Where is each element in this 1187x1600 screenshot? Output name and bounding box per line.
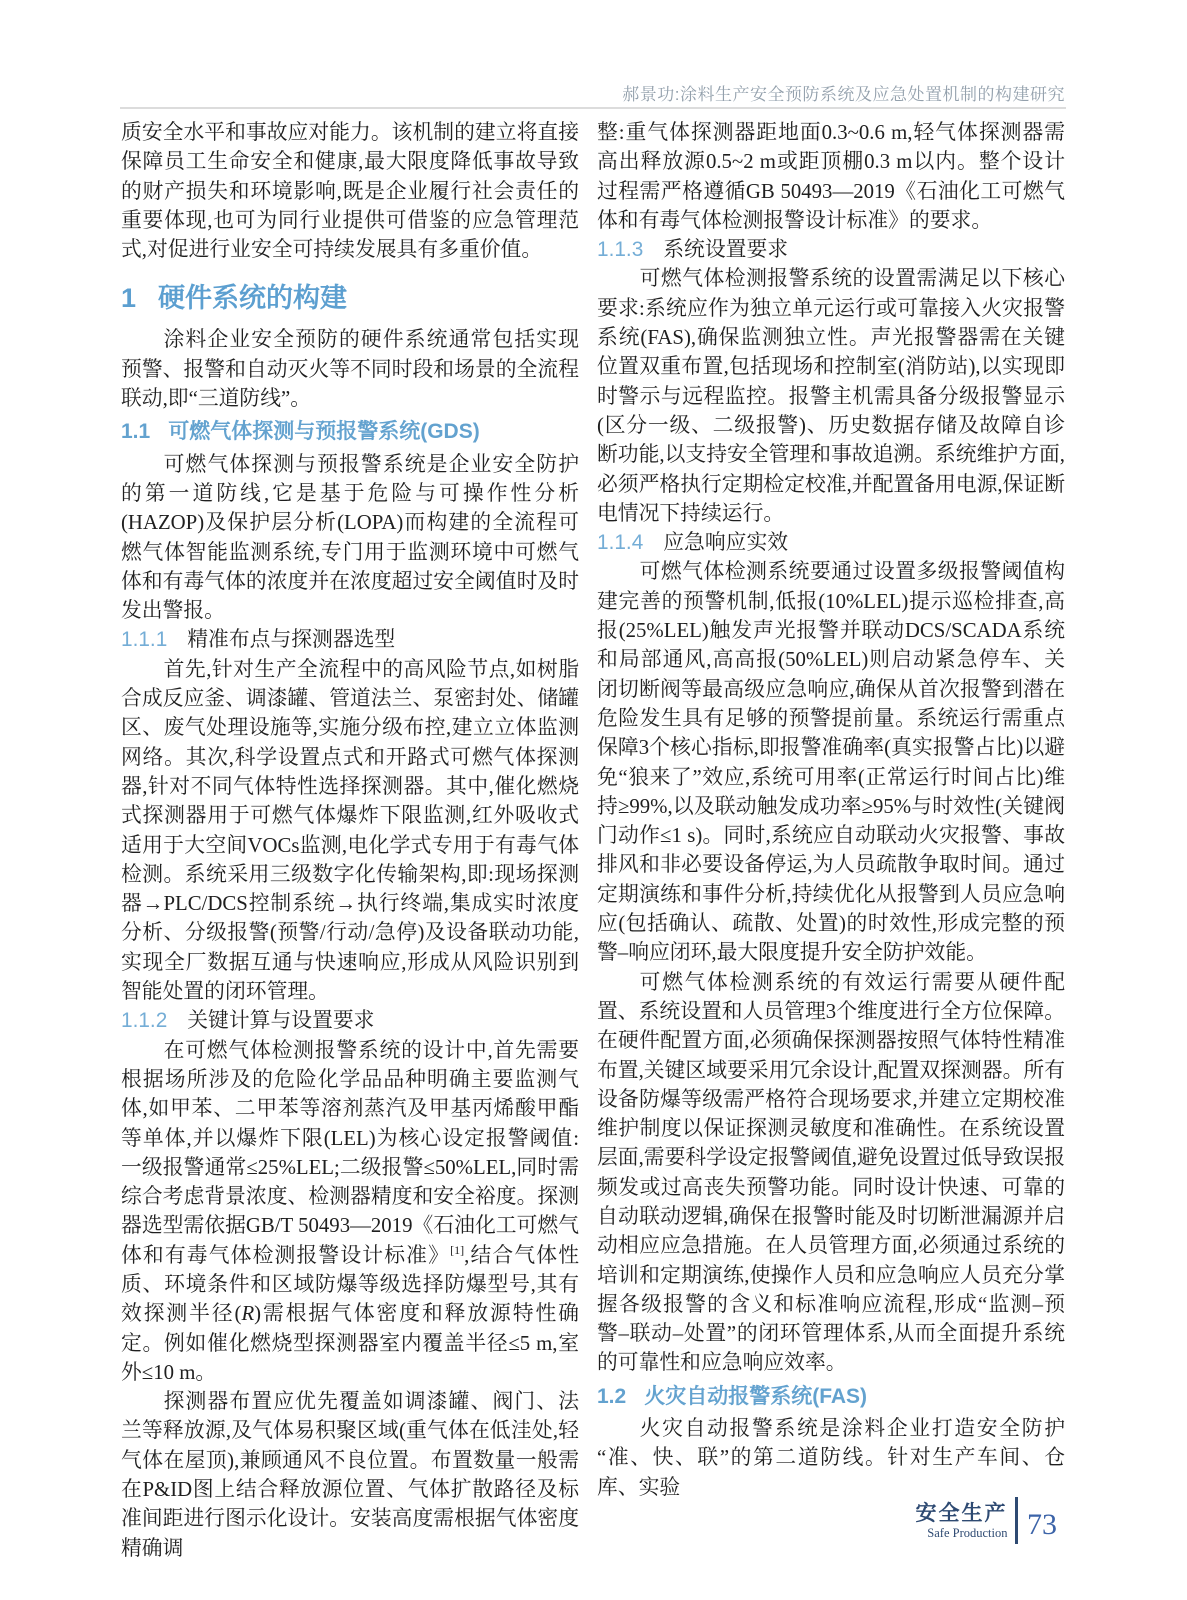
left-column: [121, 118, 579, 1563]
body-paragraph: 火灾自动报警系统是涂料企业打造安全防护“准、快、联”的第二道防线。针对生产车间、仓库、实验: [597, 1417, 1065, 1499]
footer-divider-bar: [1015, 1497, 1019, 1544]
heading-number: 1.1: [121, 420, 151, 444]
subsection-heading: [597, 1382, 1065, 1411]
header-rule: [120, 107, 1066, 109]
heading-title: 可燃气体探测与预报警系统(GDS): [168, 420, 480, 444]
journal-name-cn: 安全生产: [915, 1501, 1008, 1525]
body-paragraph: 可燃气体检测系统要通过设置多级报警阈值构建完善的预警机制,低报(10%LEL)提示巡检排查,高报(25%LEL)触发声光报警并联动DCS/SCADA系统和局部通风,高高报(50%LEL)则启动紧急停车、关闭切断阀等最高级应急响应,确保从首次报警到潜在危险发生具有足够的预警提前量。系统运行需重点保障3个核心指标,即报警准确率(真实报警占比)以避免“狼来了”效应,系统可用率(正常运行时间占比)维持≥99%,以及联动触发成功率≥95%与时效性(关键阀门动作≤1 s)。同时,系统应自动联动火灾报警、事故排风和非必要设备停运,为人员疏散争取时间。通过定期演练和事件分析,持续优化从报警到人员应急响应(包括确认、疏散、处置)的时效性,形成完整的预警–响应闭环,最大限度提升安全防护效能。: [597, 560, 1065, 965]
journal-name-en: Safe Production: [927, 1525, 1008, 1540]
heading-number: 1: [121, 283, 137, 314]
subsection-heading: [121, 417, 579, 446]
section-heading: [121, 281, 579, 316]
body-paragraph: 首先,针对生产全流程中的高风险节点,如树脂合成反应釜、调漆罐、管道法兰、泵密封处、储罐区、废气处理设施等,实施分级布控,建立立体监测网络。其次,科学设置点式和开路式可燃气体探测器,针对不同气体特性选择探测器。其中,催化燃烧式探测器用于可燃气体爆炸下限监测,红外吸收式适用于大空间VOCs监测,电化学式专用于有毒气体检测。系统采用三级数字化传输架构,即:现场探测器→PLC/DCS控制系统→执行终端,集成实时浓度分析、分级报警(预警/行动/急停)及设备联动功能,实现全厂数据互通与快速响应,形成从风险识别到智能处置的闭环管理。: [121, 657, 579, 1004]
text-run: 在可燃气体检测报警系统的设计中,首先需要根据场所涉及的危险化学品品种明确主要监测气体,如甲苯、二甲苯等溶剂蒸汽及甲基丙烯酸甲酯等单体,并以爆炸下限(LEL)为核心设定报警阈值:一级报警通常≤25%LEL;二级报警≤50%LEL,同时需综合考虑背景浓度、检测器精度和安全裕度。探测器选型需依据GB/T 50493—2019《石油化工可燃气体和有毒气体检测报警设计标准》: [121, 1038, 579, 1267]
page-number: 73: [1027, 1507, 1057, 1541]
text-run: ,结合气体性质、环境条件和区域防爆等级选择防爆型号,其有效探测半径(: [121, 1243, 579, 1326]
heading-title: 关键计算与设置要求: [187, 1009, 375, 1033]
body-paragraph: [121, 1036, 579, 1388]
heading-number: 1.1.3: [597, 238, 644, 262]
heading-title: 精准布点与探测器选型: [187, 628, 396, 652]
heading-number: 1.1.4: [597, 531, 644, 555]
subsubsection-heading: [597, 528, 1065, 557]
subsubsection-heading: [597, 235, 1065, 264]
page-footer: [916, 1497, 1058, 1544]
subsubsection-heading: [121, 625, 579, 654]
heading-number: 1.1.2: [121, 1009, 168, 1033]
text-run: )需根据气体密度和释放源特性确定。例如催化燃烧型探测器室内覆盖半径≤5 m,室外≤10 m。: [121, 1302, 579, 1384]
body-paragraph: 可燃气体检测系统的有效运行需要从硬件配置、系统设置和人员管理3个维度进行全方位保障。在硬件配置方面,必须确保探测器按照气体特性精准布置,关键区域要采用冗余设计,配置双探测器。所有设备防爆等级需严格符合现场要求,并建立定期校准维护制度以保证探测灵敏度和准确性。在系统设置层面,需要科学设定报警阈值,避免设置过低导致误报频发或过高丧失预警功能。同时设计快速、可靠的自动联动逻辑,确保在报警时能及时切断泄漏源并启动相应应急措施。在人员管理方面,必须通过系统的培训和定期演练,使操作人员和应急响应人员充分掌握各级报警的含义和标准响应流程,形成“监测–预警–联动–处置”的闭环管理体系,从而全面提升系统的可靠性和应急响应效率。: [597, 970, 1065, 1375]
variable-symbol: R: [241, 1302, 255, 1326]
body-paragraph: 探测器布置应优先覆盖如调漆罐、阀门、法兰等释放源,及气体易积聚区域(重气体在低洼处,轻气体在屋顶),兼顾通风不良位置。布置数量一般需在P&ID图上结合释放源位置、气体扩散路径及标准间距进行图示化设计。安装高度需根据气体密度精确调: [121, 1390, 579, 1560]
heading-title: 系统设置要求: [663, 238, 789, 262]
heading-title: 应急响应实效: [663, 531, 789, 555]
journal-name-block: [916, 1502, 1008, 1540]
body-paragraph: 可燃气体探测与预报警系统是企业安全防护的第一道防线,它是基于危险与可操作性分析(HAZOP)及保护层分析(LOPA)而构建的全流程可燃气体智能监测系统,专门用于监测环境中可燃气体和有毒气体的浓度并在浓度超过安全阈值时及时发出警报。: [121, 452, 579, 623]
heading-title: 硬件系统的构建: [158, 283, 348, 314]
reference-superscript: [1]: [450, 1242, 465, 1257]
subsubsection-heading: [121, 1006, 579, 1035]
body-paragraph: 涂料企业安全预防的硬件系统通常包括实现预警、报警和自动灭火等不同时段和场景的全流程联动,即“三道防线”。: [121, 328, 579, 411]
heading-title: 火灾自动报警系统(FAS): [644, 1384, 868, 1408]
heading-number: 1.1.1: [121, 628, 168, 652]
body-paragraph: 可燃气体检测报警系统的设置需满足以下核心要求:系统应作为独立单元运行或可靠接入火灾报警系统(FAS),确保监测独立性。声光报警器需在关键位置双重布置,包括现场和控制室(消防站),以实现即时警示与远程监控。报警主机需具备分级报警显示(区分一级、二级报警)、历史数据存储及故障自诊断功能,以支持安全管理和事故追溯。系统维护方面,必须严格执行定期检定校准,并配置备用电源,保证断电情况下持续运行。: [597, 267, 1065, 525]
body-paragraph: 质安全水平和事故应对能力。该机制的建立将直接保障员工生命安全和健康,最大限度降低事故导致的财产损失和环境影响,既是企业履行社会责任的重要体现,也可为同行业提供可借鉴的应急管理范式,对促进行业安全可持续发展具有多重价值。: [121, 121, 579, 262]
running-header-title: 郝景功:涂料生产安全预防系统及应急处置机制的构建研究: [622, 85, 1065, 104]
body-paragraph: 整:重气体探测器距地面0.3~0.6 m,轻气体探测器需高出释放源0.5~2 m或距顶棚0.3 m以内。整个设计过程需严格遵循GB 50493—2019《石油化工可燃气体和有毒气体检测报警设计标准》的要求。: [597, 121, 1065, 232]
heading-number: 1.2: [597, 1384, 627, 1408]
right-column: [597, 118, 1065, 1502]
